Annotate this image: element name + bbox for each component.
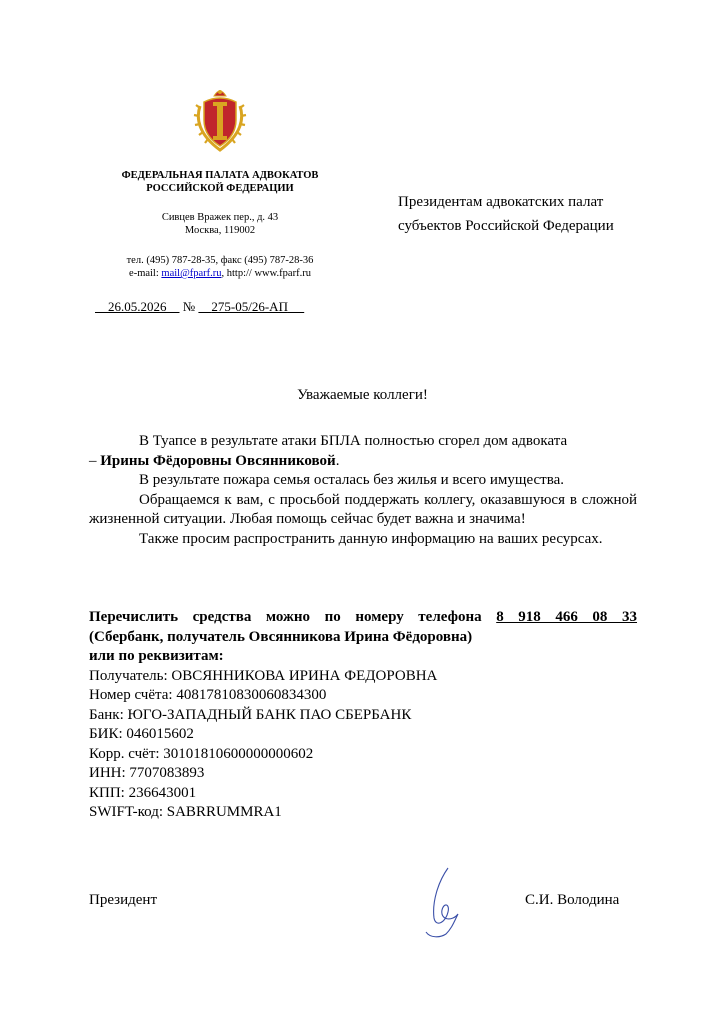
- email-web-line: [95, 267, 345, 280]
- reference-number: 275-05/26-АП: [211, 299, 288, 314]
- reference-line: [95, 299, 355, 315]
- email-link[interactable]: mail@fparf.ru: [161, 268, 222, 279]
- payment-phone: 8 918 466 08 33: [496, 609, 638, 625]
- emblem-logo: [192, 86, 248, 156]
- paragraph-3: Обращаемся к вам, с просьбой поддержать коллегу, оказавшуюся в сложной жизненной ситуации. Любая помощь сейчас будет важна и значима!: [89, 491, 637, 527]
- signatory-name: С.И. Володина: [525, 892, 620, 908]
- salutation: Уважаемые коллеги!: [297, 387, 428, 403]
- recipient-line2: субъектов Российской Федерации: [398, 218, 614, 234]
- website: , http:// www.fparf.ru: [221, 268, 311, 279]
- letter-body: [89, 432, 637, 549]
- organization-address: [95, 211, 345, 237]
- recipient-block: [398, 190, 678, 238]
- organization-name-line2: РОССИЙСКОЙ ФЕДЕРАЦИИ: [146, 183, 294, 194]
- paragraph-4: Также просим распространить данную информацию на ваших ресурсах.: [139, 530, 603, 547]
- organization-name: [95, 169, 345, 195]
- detail-bank: Банк: ЮГО-ЗАПАДНЫЙ БАНК ПАО СБЕРБАНК: [89, 706, 412, 723]
- paragraph-1: [89, 432, 637, 471]
- phone-intro: Перечислить средства можно по номеру телефона: [89, 609, 482, 625]
- payment-block: [89, 608, 637, 823]
- address-line2: Москва, 119002: [184, 225, 256, 236]
- handwritten-signature: [418, 862, 468, 940]
- email-prefix: e-mail:: [129, 268, 162, 279]
- detail-account: Номер счёта: 40817810830060834300: [89, 687, 327, 703]
- paragraph-2: В результате пожара семья осталась без жилья и всего имущества.: [139, 472, 565, 488]
- detail-kpp: КПП: 236643001: [89, 784, 197, 801]
- detail-swift: SWIFT-код: SABRRUMMRA1: [89, 804, 282, 820]
- detail-inn: ИНН: 7707083893: [89, 765, 205, 781]
- paragraph-1-dash: –: [89, 452, 101, 469]
- organization-name-line1: ФЕДЕРАЛЬНАЯ ПАЛАТА АДВОКАТОВ: [121, 170, 319, 181]
- phone-line: [89, 608, 637, 628]
- bank-note: (Сбербанк, получатель Овсянникова Ирина Фёдоровна): [89, 628, 473, 645]
- signatory-title: Президент: [89, 892, 157, 908]
- lawyer-name: Ирины Фёдоровны Овсянниковой: [100, 452, 336, 469]
- paragraph-1-end: .: [335, 452, 340, 469]
- address-line1: Сивцев Вражек пер., д. 43: [161, 212, 279, 223]
- detail-bik: БИК: 046015602: [89, 726, 194, 742]
- or-details-label: или по реквизитам:: [89, 648, 224, 664]
- detail-recipient: Получатель: ОВСЯННИКОВА ИРИНА ФЕДОРОВНА: [89, 667, 438, 684]
- reference-date: 26.05.2026: [108, 299, 167, 314]
- recipient-line1: Президентам адвокатских палат: [398, 194, 604, 210]
- detail-corr-account: Корр. счёт: 30101810600000000602: [89, 745, 314, 762]
- number-sign: №: [182, 299, 196, 314]
- phone-fax: тел. (495) 787-28-35, факс (495) 787-28-36: [126, 255, 314, 266]
- organization-contacts: [95, 254, 345, 280]
- paragraph-1-start: В Туапсе в результате атаки БПЛА полностью сгорел дом адвоката: [139, 433, 568, 449]
